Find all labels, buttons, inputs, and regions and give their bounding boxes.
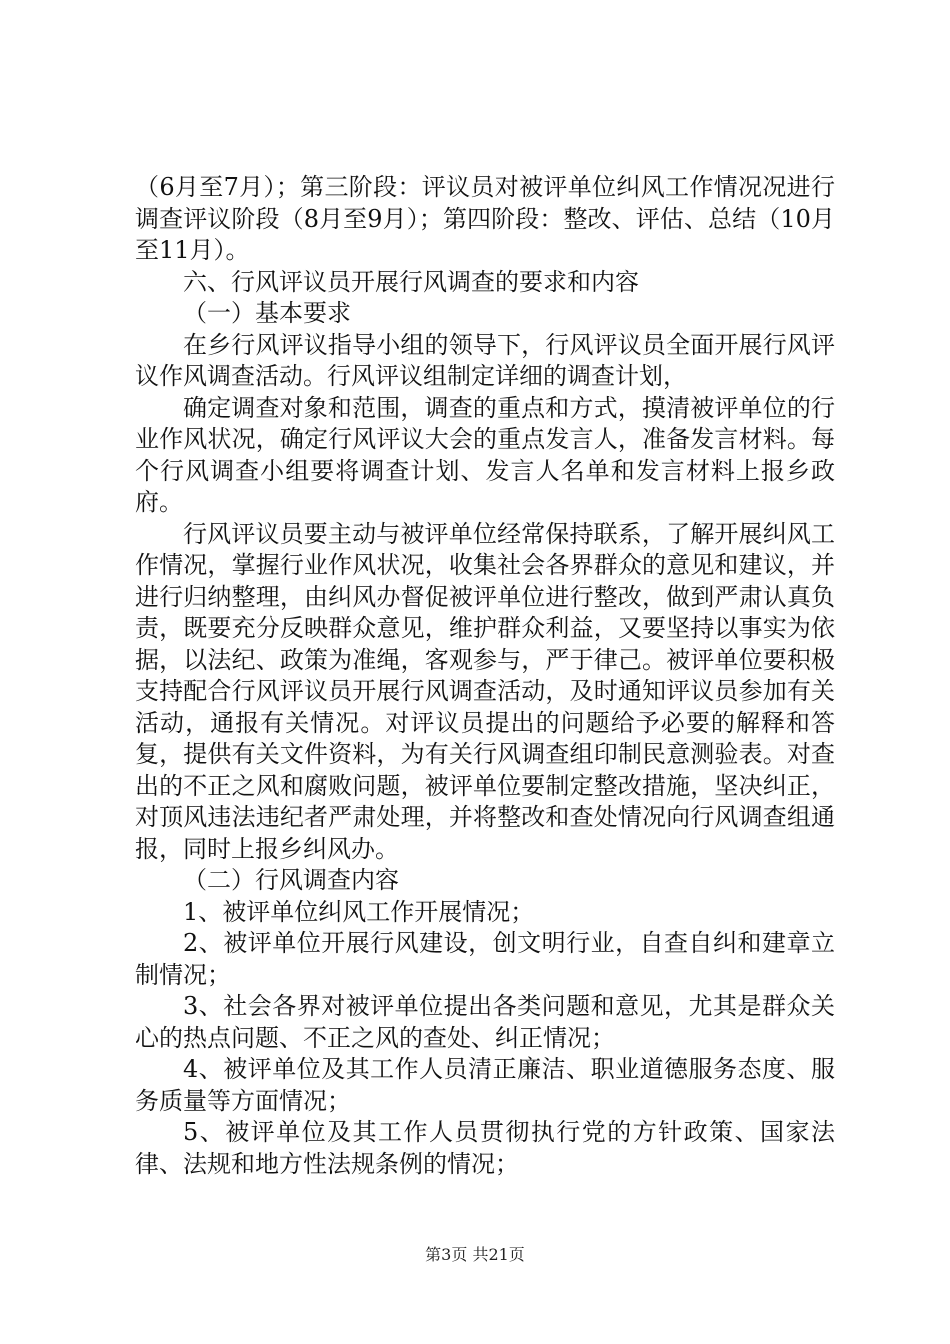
paragraph-stage-schedule: （6月至7月）；第三阶段：评议员对被评单位纠风工作情况况进行调查评议阶段（8月至9月）；第四阶段：整改、评估、总结（10月至11月）。 bbox=[135, 173, 835, 264]
heading-section-six: 六、行风评议员开展行风调查的要求和内容 bbox=[183, 267, 639, 296]
list-item-5: 5、被评单位及其工作人员贯彻执行党的方针政策、国家法律、法规和地方性法规条例的情况； bbox=[135, 1118, 835, 1178]
list-item-2: 2、被评单位开展行风建设，创文明行业，自查自纠和建章立制情况； bbox=[135, 929, 835, 989]
list-item-3: 3、社会各界对被评单位提出各类问题和意见，尤其是群众关心的热点问题、不正之风的查处、纠正情况； bbox=[135, 992, 835, 1052]
subheading-survey-content: （二）行风调查内容 bbox=[183, 866, 399, 894]
subheading-basic-requirements: （一）基本要求 bbox=[183, 299, 351, 327]
page-number-footer: 第3页 共21页 bbox=[425, 1245, 525, 1264]
paragraph-survey-scope: 确定调查对象和范围，调查的重点和方式，摸清被评单位的行业作风状况，确定行风评议大会的重点发言人，准备发言材料。每个行风调查小组要将调查计划、发言人名单和发言材料上报乡政府。 bbox=[135, 393, 835, 516]
document-body bbox=[135, 172, 835, 1180]
paragraph-evaluator-duties: 行风评议员要主动与被评单位经常保持联系，了解开展纠风工作情况，掌握行业作风状况，收集社会各界群众的意见和建议，并进行归纳整理，由纠风办督促被评单位进行整改，做到严肃认真负责，既要充分反映群众意见，维护群众利益，又要坚持以事实为依据，以法纪、政策为准绳，客观参与，严于律己。被评单位要积极支持配合行风评议员开展行风调查活动，及时通知评议员参加有关活动，通报有关情况。对评议员提出的问题给予必要的解释和答复，提供有关文件资料，为有关行风调查组印制民意测验表。对查出的不正之风和腐败问题，被评单位要制定整改措施，坚决纠正，对顶风违法违纪者严肃处理，并将整改和查处情况向行风调查组通报，同时上报乡纠风办。 bbox=[135, 519, 835, 863]
list-item-1: 1、被评单位纠风工作开展情况； bbox=[183, 897, 535, 926]
paragraph-leadership: 在乡行风评议指导小组的领导下，行风评议员全面开展行风评议作风调查活动。行风评议组制定详细的调查计划， bbox=[135, 330, 835, 390]
list-item-4: 4、被评单位及其工作人员清正廉洁、职业道德服务态度、服务质量等方面情况； bbox=[135, 1055, 835, 1115]
